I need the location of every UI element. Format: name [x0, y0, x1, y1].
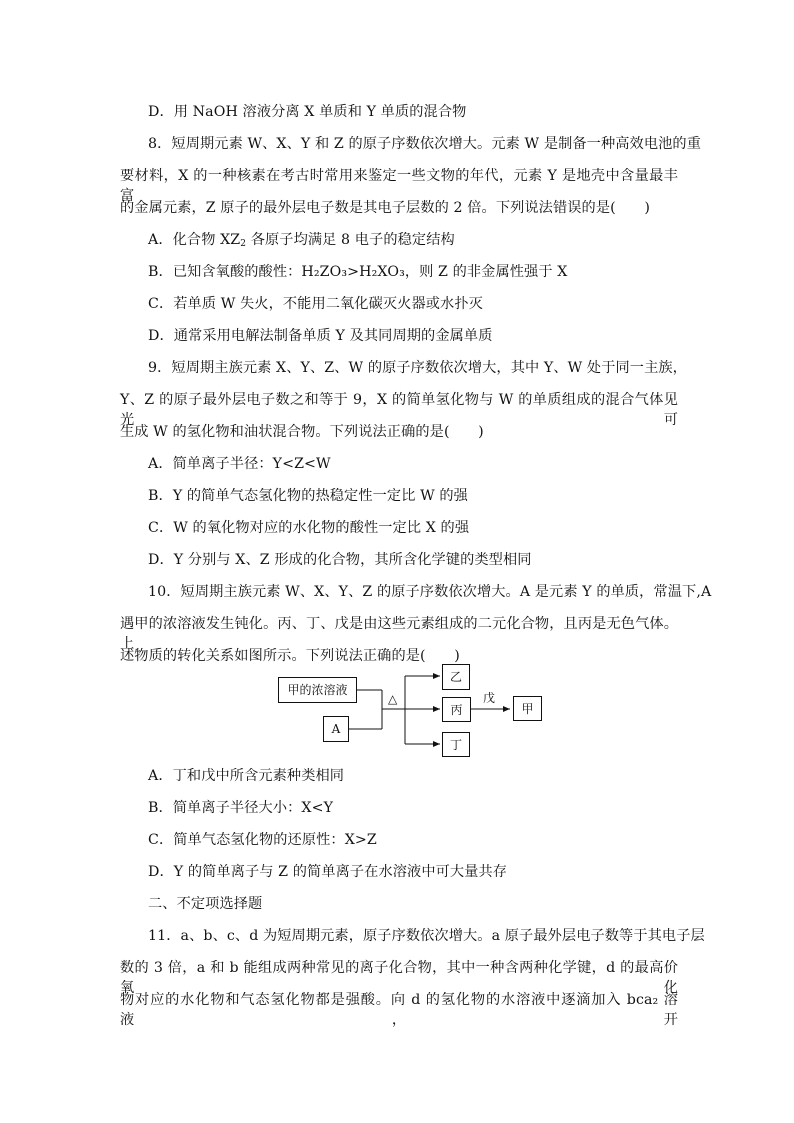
box-jia-concentrated-solution: 甲的浓溶液 [278, 677, 357, 703]
line-q8-stem-1: 8．短周期元素 W、X、Y 和 Z 的原子序数依次增大。元素 W 是制备一种高效电池的重 [148, 136, 701, 152]
line-q9-stem-2: Y、Z 的原子最外层电子数之和等于 9，X 的简单氢化物与 W 的单质组成的混合气体见光可 [120, 392, 678, 428]
line-q9-option-d: D．Y 分别与 X、Z 形成的化合物，其所含化学键的类型相同 [148, 552, 532, 568]
line-q11-stem-1: 11．a、b、c、d 为短周期元素，原子序数依次增大。a 原子最外层电子数等于其电子层 [148, 928, 705, 944]
box-jia: 甲 [513, 696, 542, 721]
line-q10-option-c: C．简单气态氢化物的还原性：X>Z [148, 832, 377, 848]
box-yi: 乙 [442, 664, 470, 690]
line-q10-option-d: D．Y 的简单离子与 Z 的简单离子在水溶液中可大量共存 [148, 864, 508, 880]
line-q8-option-a: A．化合物 $XZ_2$ 各原子均满足 8 电子的稳定结构 [148, 232, 455, 249]
line-q8-option-d: D．通常采用电解法制备单质 Y 及其同周期的金属单质 [148, 328, 493, 344]
line-q9-option-c: C．W 的氧化物对应的水化物的酸性一定比 X 的强 [148, 520, 470, 536]
line-q8-stem-2: 要材料，X 的一种核素在考古时常用来鉴定一些文物的年代，元素 Y 是地壳中含量最丰富 [120, 168, 678, 204]
line-q8-option-b: B．已知含氧酸的酸性：H₂ZO₃>H₂XO₃，则 Z 的非金属性强于 X [148, 264, 568, 280]
heat-label: △ [388, 692, 398, 706]
line-q7-option-d: D．用 NaOH 溶液分离 X 单质和 Y 单质的混合物 [148, 104, 467, 120]
reagent-label: 戊 [483, 691, 496, 705]
line-q10-option-b: B．简单离子半径大小：X<Y [148, 800, 334, 816]
line-q9-option-a: A．简单离子半径：Y<Z<W [148, 456, 331, 472]
line-q9-stem-3: 生成 W 的氢化物和油状混合物。下列说法正确的是( ) [120, 424, 484, 440]
line-q8-option-c: C．若单质 W 失火，不能用二氧化碳灭火器或水扑灭 [148, 296, 483, 312]
box-bing: 丙 [442, 697, 471, 722]
section-heading: 二、不定项选择题 [148, 896, 263, 912]
box-a: A [323, 716, 349, 742]
line-q10-option-a: A．丁和戊中所含元素种类相同 [148, 768, 345, 784]
line-q11-stem-2: 数的 3 倍，a 和 b 能组成两种常见的离子化合物，其中一种含两种化学键，d 的最高价氧化 [120, 960, 678, 996]
line-q10-stem-3: 述物质的转化关系如图所示。下列说法正确的是( ) [120, 648, 460, 664]
line-q10-stem-1: 10．短周期主族元素 W、X、Y、Z 的原子序数依次增大。A 是元素 Y 的单质，常温下,A [148, 584, 712, 600]
box-ding: 丁 [442, 732, 470, 757]
line-q9-stem-1: 9．短周期主族元素 X、Y、Z、W 的原子序数依次增大，其中 Y、W 处于同一主族， [148, 360, 687, 376]
line-q11-stem-3: 物对应的水化物和气态氢化物都是强酸。向 d 的氢化物的水溶液中逐滴加入 bca₂ 溶液，开 [120, 992, 678, 1028]
line-q9-option-b: B．Y 的简单气态氢化物的热稳定性一定比 W 的强 [148, 488, 468, 504]
line-q10-stem-2: 遇甲的浓溶液发生钝化。丙、丁、戊是由这些元素组成的二元化合物，且丙是无色气体。上 [120, 616, 678, 652]
line-q8-stem-3: 的金属元素，Z 原子的最外层电子数是其电子层数的 2 倍。下列说法错误的是( ) [120, 200, 650, 216]
